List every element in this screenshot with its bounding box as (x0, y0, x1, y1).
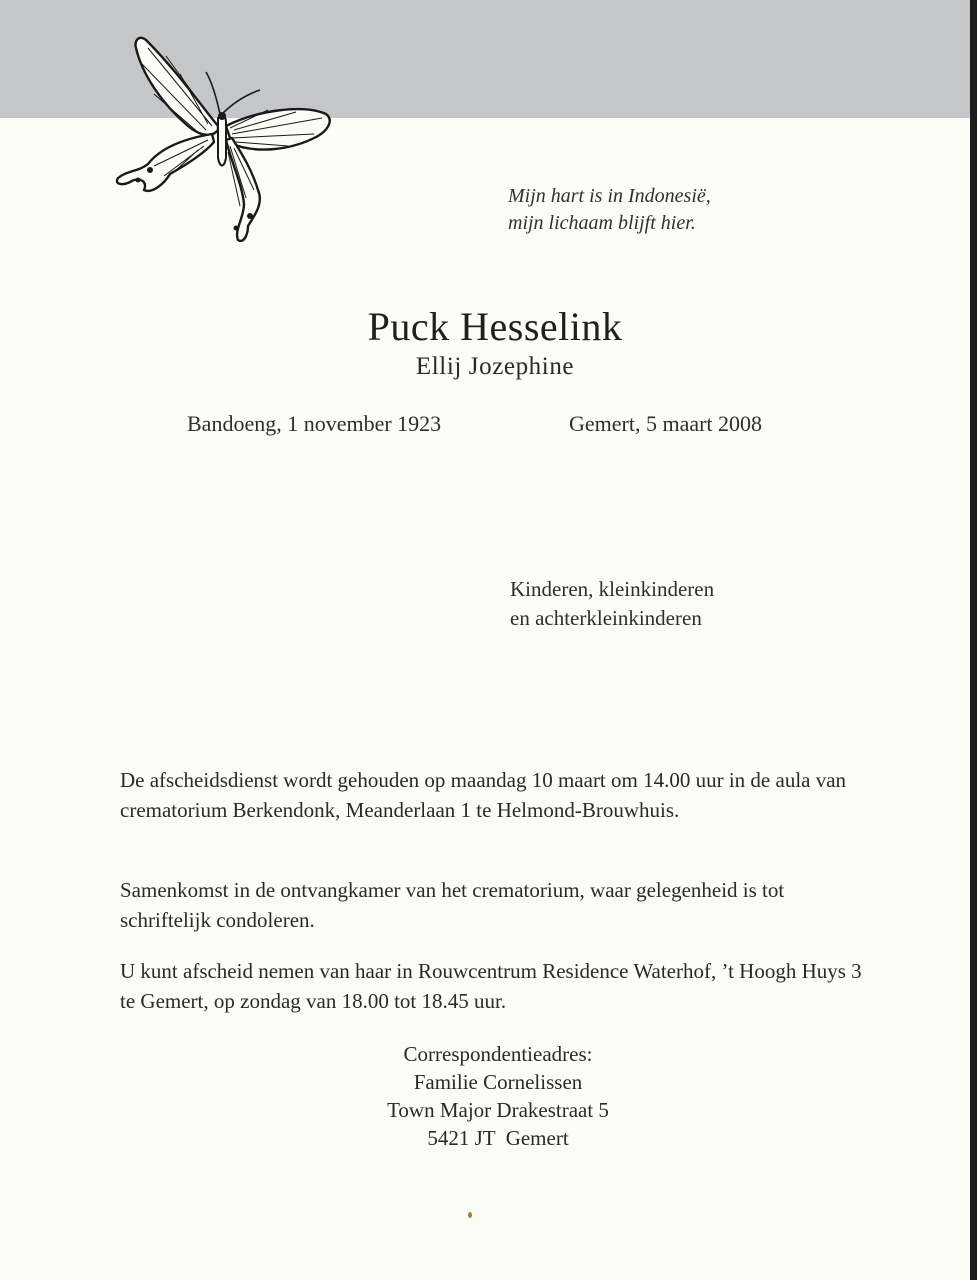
death-date: Gemert, 5 maart 2008 (569, 411, 763, 436)
family-signature (510, 575, 830, 633)
deceased-name: Puck Hesselink (367, 304, 623, 349)
given-names: Ellij Jozephine (415, 353, 575, 380)
birth-date: Bandoeng, 1 november 1923 (187, 411, 442, 436)
address-line: 5421 JT Gemert (427, 1126, 569, 1150)
family-line: Kinderen, kleinkinderen (510, 577, 715, 601)
farewell-paragraph: U kunt afscheid nemen van haar in Rouwcentrum Residence Waterhof, ’t Hoogh Huys 3 te Gemert, op zondag van 18.00 tot 18.45 uur. (120, 959, 862, 1013)
motto-quote (508, 183, 808, 237)
address-line: Familie Cornelissen (413, 1070, 583, 1094)
scan-edge (970, 0, 977, 1280)
motto-line: Mijn hart is in Indonesië, (508, 185, 711, 207)
service-paragraph: De afscheidsdienst wordt gehouden op maandag 10 maart om 14.00 uur in de aula van crematorium Berkendonk, Meanderlaan 1 te Helmond-Brouwhuis. (120, 768, 847, 822)
gathering-paragraph: Samenkomst in de ontvangkamer van het crematorium, waar gelegenheid is tot schriftelijk condoleren. (120, 878, 785, 932)
address-heading: Correspondentieadres: (403, 1042, 593, 1066)
motto-line: mijn lichaam blijft hier. (508, 212, 696, 234)
butterfly-icon (108, 34, 340, 244)
paper-speck (468, 1212, 472, 1218)
address-line: Town Major Drakestraat 5 (387, 1098, 609, 1122)
correspondence-address (300, 1040, 696, 1152)
family-line: en achterkleinkinderen (510, 606, 702, 630)
